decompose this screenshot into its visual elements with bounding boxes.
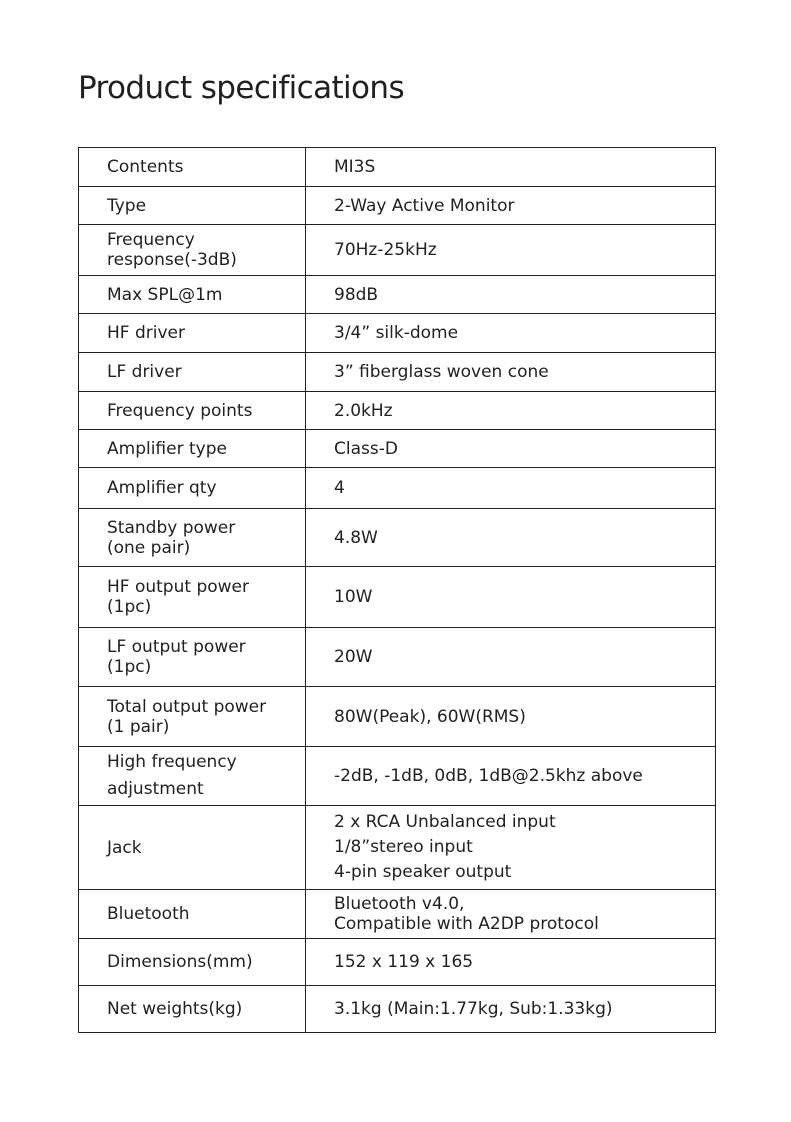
spec-label: Jack	[79, 806, 306, 890]
page-title: Product specifications	[78, 70, 405, 106]
spec-row-frequency-response	[79, 225, 716, 276]
spec-row-jack	[79, 806, 716, 890]
spec-row-max-spl	[79, 276, 716, 314]
spec-row-net-weights	[79, 986, 716, 1033]
spec-label: Type	[79, 187, 306, 225]
spec-label: Dimensions(mm)	[79, 939, 306, 986]
spec-label: Max SPL@1m	[79, 276, 306, 314]
spec-value: 4.8W	[306, 509, 716, 567]
spec-label: Bluetooth	[79, 890, 306, 939]
spec-value: 2 x RCA Unbalanced input 1/8”stereo input 4-pin speaker output	[306, 806, 716, 890]
spec-value: 3” fiberglass woven cone	[306, 353, 716, 392]
spec-label: LF output power (1pc)	[79, 628, 306, 687]
spec-label: Standby power (one pair)	[79, 509, 306, 567]
spec-value: Bluetooth v4.0, Compatible with A2DP protocol	[306, 890, 716, 939]
spec-label: LF driver	[79, 353, 306, 392]
spec-table	[78, 147, 716, 1033]
spec-value: 152 x 119 x 165	[306, 939, 716, 986]
spec-value: 70Hz-25kHz	[306, 225, 716, 276]
spec-label: Amplifier type	[79, 430, 306, 468]
spec-row-lf-driver	[79, 353, 716, 392]
spec-value: Class-D	[306, 430, 716, 468]
spec-value: 3.1kg (Main:1.77kg, Sub:1.33kg)	[306, 986, 716, 1033]
spec-row-amplifier-qty	[79, 468, 716, 509]
spec-value: -2dB, -1dB, 0dB, 1dB@2.5khz above	[306, 747, 716, 806]
spec-value: 4	[306, 468, 716, 509]
spec-row-type	[79, 187, 716, 225]
spec-value: 20W	[306, 628, 716, 687]
spec-value: MI3S	[306, 148, 716, 187]
spec-row-standby-power	[79, 509, 716, 567]
spec-row-hf-driver	[79, 314, 716, 353]
spec-label: Total output power (1 pair)	[79, 687, 306, 747]
spec-value: 98dB	[306, 276, 716, 314]
spec-value: 2-Way Active Monitor	[306, 187, 716, 225]
spec-row-lf-output-power	[79, 628, 716, 687]
spec-label: HF output power (1pc)	[79, 567, 306, 628]
spec-row-frequency-points	[79, 392, 716, 430]
spec-row-high-frequency-adjustment	[79, 747, 716, 806]
spec-row-hf-output-power	[79, 567, 716, 628]
spec-label: Contents	[79, 148, 306, 187]
spec-value: 10W	[306, 567, 716, 628]
spec-row-bluetooth	[79, 890, 716, 939]
spec-row-amplifier-type	[79, 430, 716, 468]
spec-label: High frequency adjustment	[79, 747, 306, 806]
spec-value: 80W(Peak), 60W(RMS)	[306, 687, 716, 747]
spec-row-total-output-power	[79, 687, 716, 747]
spec-label: Frequency points	[79, 392, 306, 430]
spec-label: Amplifier qty	[79, 468, 306, 509]
spec-value: 2.0kHz	[306, 392, 716, 430]
spec-row-contents	[79, 148, 716, 187]
spec-value: 3/4” silk-dome	[306, 314, 716, 353]
spec-label: Net weights(kg)	[79, 986, 306, 1033]
spec-row-dimensions	[79, 939, 716, 986]
spec-label: HF driver	[79, 314, 306, 353]
spec-label: Frequency response(-3dB)	[79, 225, 306, 276]
